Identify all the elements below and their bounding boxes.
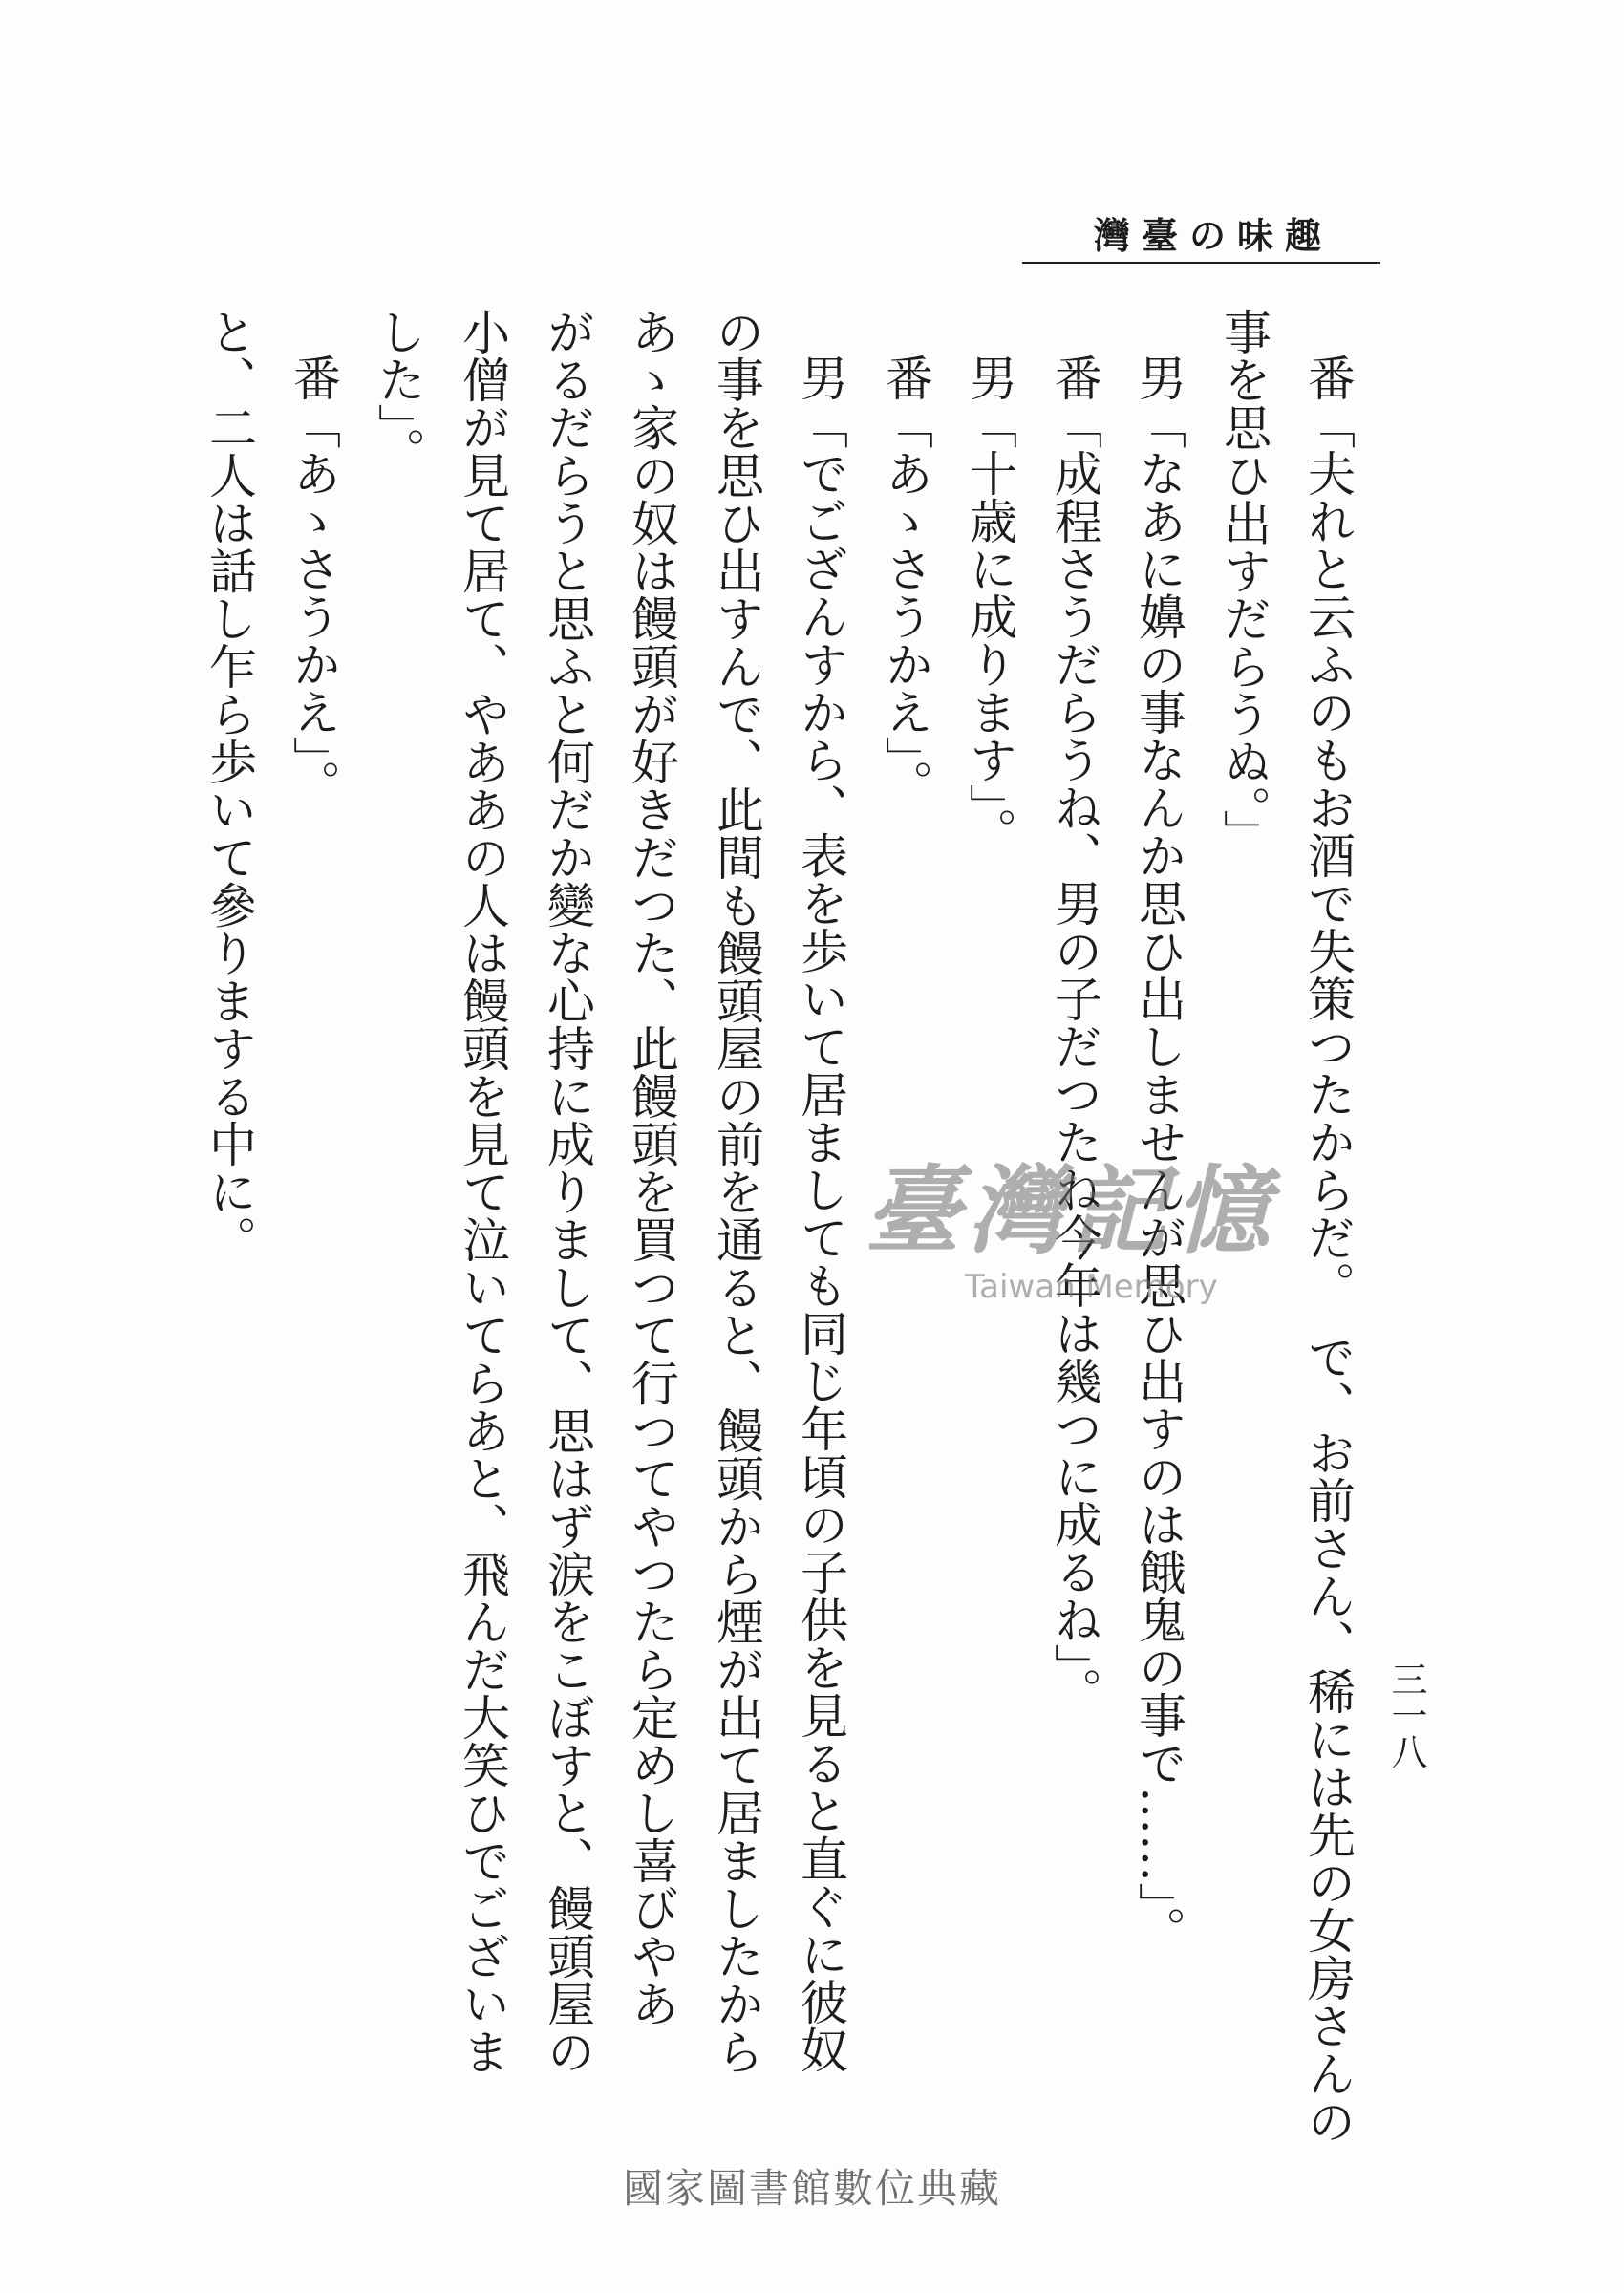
text-line: した」。 — [371, 308, 426, 475]
text-line: 小僧が見て居て、やああの人は饅頭を見て泣いてらあと、飛んだ大笑ひでございま — [455, 308, 510, 2075]
watermark-logo-text: 臺灣記憶 — [865, 1154, 1277, 1267]
header-rule — [1022, 262, 1380, 264]
watermark-logo-subtext: Taiwan Memory — [965, 1268, 1218, 1306]
page-number: 三一八 — [1385, 1661, 1427, 1769]
text-line: 番「あゝさうかえ」。 — [286, 354, 341, 807]
text-line: がるだらうと思ふと何だか變な心持に成りまして、思はず涙をこぼすと、饅頭屋の — [540, 308, 595, 2075]
archive-credit: 國家圖書館數位典藏 — [622, 2165, 1001, 2212]
text-line: 番「成程さうだらうね、男の子だつたね今年は幾つに成るね」。 — [1047, 354, 1102, 1715]
text-line: 男「十歳に成ります」。 — [962, 354, 1017, 855]
text-line: 男「でござんすから、表を歩いて居ましても同じ年頃の子供を見ると直ぐに彼奴 — [793, 354, 848, 2073]
text-line: 番「夫れと云ふのもお酒で失策つたからだ。 で、お前さん、稀には先の女房さんの — [1300, 354, 1356, 2145]
text-line: と、二人は話し乍ら歩いて參りまする中に。 — [202, 308, 257, 1263]
text-line: 事を思ひ出すだらうぬ。」 — [1216, 308, 1271, 857]
text-line: の事を思ひ出すんで、此間も饅頭屋の前を通ると、饅頭から煙が出て居ましたから — [709, 308, 764, 2075]
text-line: あゝ家の奴は饅頭が好きだつた、此饅頭を買つて行つてやつたら定めし喜びやあ — [624, 308, 679, 2027]
running-title: 趣味の臺灣 — [1093, 214, 1333, 257]
text-line: 番「あゝさうかえ」。 — [878, 354, 933, 807]
text-line: 男「なあに嬶の事なんか思ひ出しませんが思ひ出すのは餓鬼の事で……」。 — [1131, 354, 1186, 1954]
